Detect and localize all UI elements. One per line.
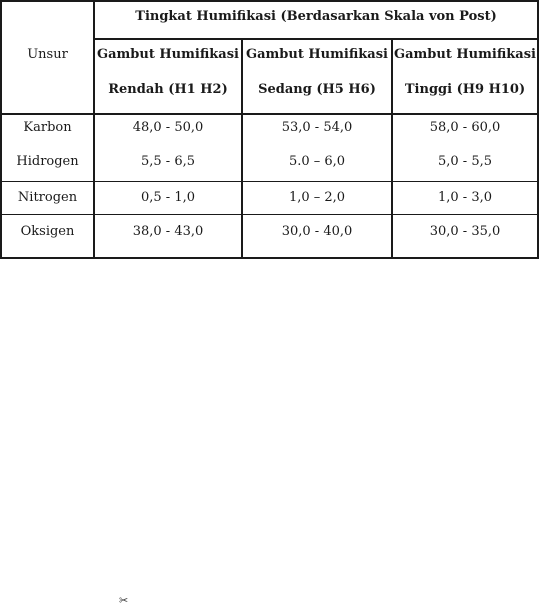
row-label-oksigen: Oksigen xyxy=(20,224,75,239)
row-label-nitrogen: Nitrogen xyxy=(17,190,78,205)
table-cell: 1,0 - 3,0 xyxy=(437,190,492,205)
column-header-tinggi-line2: Tinggi (H9 H10) xyxy=(404,82,526,97)
column-header-sedang-line1: Gambut Humifikasi xyxy=(246,47,388,62)
table-cell: 5.0 – 6,0 xyxy=(288,154,346,169)
column-header-rendah-line1: Gambut Humifikasi xyxy=(97,47,239,62)
table-divider xyxy=(2,214,537,215)
table-cell: 30,0 - 35,0 xyxy=(429,224,501,239)
footer-ornament-icon: ✂ xyxy=(119,594,129,607)
table-cell: 5,0 - 5,5 xyxy=(437,154,492,169)
table-cell: 58,0 - 60,0 xyxy=(429,120,501,135)
row-label-hidrogen: Hidrogen xyxy=(16,154,79,169)
table-divider xyxy=(2,113,537,115)
table-cell: 53,0 - 54,0 xyxy=(281,120,353,135)
column-header-rendah-line2: Rendah (H1 H2) xyxy=(108,82,228,97)
column-header-tinggi-line1: Gambut Humifikasi xyxy=(394,47,536,62)
table-cell: 0,5 - 1,0 xyxy=(140,190,195,205)
table-cell: 5,5 - 6,5 xyxy=(140,154,195,169)
group-header: Tingkat Humifikasi (Berdasarkan Skala von Post) xyxy=(135,9,497,24)
elements-table xyxy=(0,0,539,259)
table-cell: 30,0 - 40,0 xyxy=(281,224,353,239)
column-header-sedang-line2: Sedang (H5 H6) xyxy=(258,82,376,97)
row-label-karbon: Karbon xyxy=(23,120,72,135)
row-header: Unsur xyxy=(27,47,68,62)
table-cell: 1,0 – 2,0 xyxy=(288,190,346,205)
table-cell: 38,0 - 43,0 xyxy=(132,224,204,239)
table-divider xyxy=(2,181,537,182)
table-divider xyxy=(93,38,539,40)
table-cell: 48,0 - 50,0 xyxy=(132,120,204,135)
